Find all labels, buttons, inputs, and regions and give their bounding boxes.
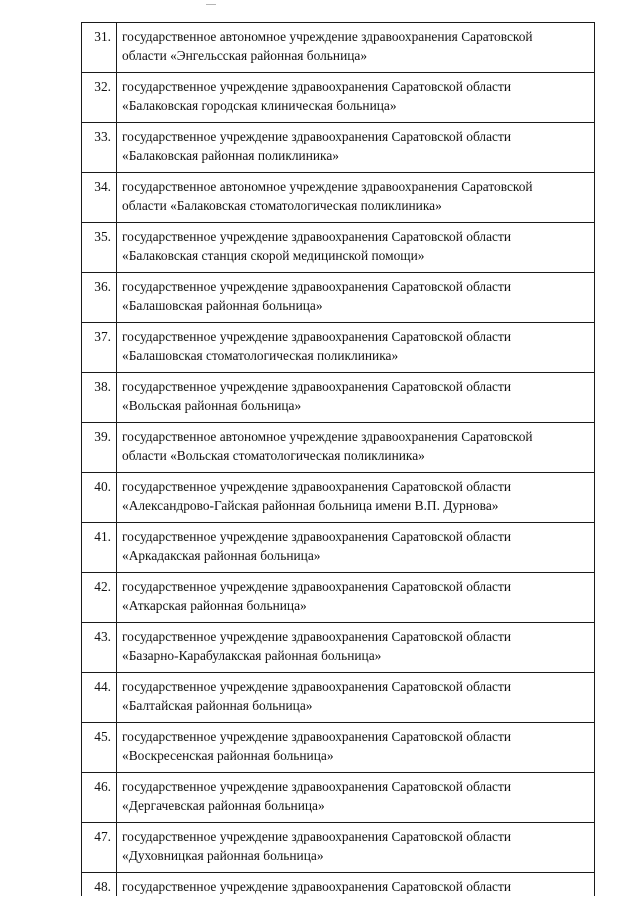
row-number-cell [82, 623, 117, 673]
row-number-cell [82, 823, 117, 873]
row-number-cell [82, 273, 117, 323]
table-row [82, 73, 595, 123]
row-number-cell [82, 123, 117, 173]
row-number-cell [82, 873, 117, 897]
institution-name-line: «Балтайская районная больница» [122, 698, 313, 713]
table-row [82, 323, 595, 373]
table-row [82, 573, 595, 623]
institution-name-line: «Вольская районная больница» [122, 398, 302, 413]
scan-artifact [206, 4, 216, 5]
institution-name-cell [117, 623, 595, 673]
row-number-cell [82, 423, 117, 473]
row-number-cell [82, 73, 117, 123]
institution-name-line: государственное автономное учреждение здравоохранения Саратовской [122, 429, 533, 444]
institution-name-cell [117, 773, 595, 823]
institution-name-line: государственное учреждение здравоохранения Саратовской области [122, 629, 512, 644]
institution-name-line: «Аткарская районная больница» [122, 598, 307, 613]
table-row [82, 273, 595, 323]
institution-name-line: государственное автономное учреждение здравоохранения Саратовской [122, 179, 533, 194]
row-number-cell [82, 323, 117, 373]
institution-name-cell [117, 823, 595, 873]
row-number: 36. [94, 279, 111, 294]
table-row [82, 823, 595, 873]
row-number: 35. [94, 229, 111, 244]
institution-name-line: «Балаковская городская клиническая больница» [122, 98, 397, 113]
table-row [82, 673, 595, 723]
institution-name-line: «Дергачевская районная больница» [122, 798, 325, 813]
row-number-cell [82, 673, 117, 723]
row-number-cell [82, 573, 117, 623]
institutions-table-body [82, 23, 595, 897]
row-number-cell [82, 223, 117, 273]
institution-name-cell [117, 173, 595, 223]
institution-name-cell [117, 223, 595, 273]
row-number: 46. [94, 779, 111, 794]
institution-name-line: «Духовницкая районная больница» [122, 848, 324, 863]
institution-name-line: «Александрово-Гайская районная больница имени В.П. Дурнова» [122, 498, 499, 513]
institution-name-line: государственное учреждение здравоохранения Саратовской области [122, 529, 512, 544]
institution-name-cell [117, 673, 595, 723]
institution-name-line: государственное учреждение здравоохранения Саратовской области [122, 79, 512, 94]
table-row [82, 373, 595, 423]
institutions-table [81, 22, 595, 896]
row-number: 33. [94, 129, 111, 144]
table-row [82, 873, 595, 897]
row-number: 32. [94, 79, 111, 94]
institution-name-line: государственное учреждение здравоохранения Саратовской области [122, 279, 512, 294]
institution-name-line: государственное учреждение здравоохранения Саратовской области [122, 479, 512, 494]
row-number-cell [82, 23, 117, 73]
institution-name-cell [117, 423, 595, 473]
row-number-cell [82, 773, 117, 823]
row-number: 37. [94, 329, 111, 344]
row-number: 44. [94, 679, 111, 694]
institution-name-cell [117, 323, 595, 373]
table-row [82, 123, 595, 173]
row-number-cell [82, 523, 117, 573]
institution-name-line: государственное учреждение здравоохранения Саратовской области [122, 829, 512, 844]
institution-name-line: области «Балаковская стоматологическая поликлиника» [122, 198, 442, 213]
institution-name-line: государственное учреждение здравоохранения Саратовской области [122, 229, 512, 244]
institution-name-line: «Базарно-Карабулакская районная больница» [122, 648, 382, 663]
table-row [82, 223, 595, 273]
institution-name-cell [117, 873, 595, 897]
row-number: 41. [94, 529, 111, 544]
table-row [82, 473, 595, 523]
row-number-cell [82, 723, 117, 773]
table-row [82, 423, 595, 473]
institution-name-line: «Балаковская станция скорой медицинской помощи» [122, 248, 425, 263]
table-row [82, 773, 595, 823]
institution-name-line: государственное учреждение здравоохранения Саратовской области [122, 779, 512, 794]
institution-name-cell [117, 123, 595, 173]
institution-name-line: государственное учреждение здравоохранения Саратовской области [122, 129, 512, 144]
institution-name-line: государственное учреждение здравоохранения Саратовской области [122, 379, 512, 394]
institution-name-line: «Балашовская районная больница» [122, 298, 323, 313]
table-row [82, 623, 595, 673]
institution-name-line: области «Энгельсская районная больница» [122, 48, 368, 63]
row-number: 39. [94, 429, 111, 444]
institution-name-line: государственное учреждение здравоохранения Саратовской области [122, 729, 512, 744]
institution-name-cell [117, 573, 595, 623]
institution-name-line: государственное учреждение здравоохранения Саратовской области [122, 679, 512, 694]
row-number-cell [82, 473, 117, 523]
institution-name-line: «Воскресенская районная больница» [122, 748, 334, 763]
institution-name-cell [117, 73, 595, 123]
table-row [82, 23, 595, 73]
row-number: 47. [94, 829, 111, 844]
row-number: 48. [94, 879, 111, 894]
institution-name-cell [117, 373, 595, 423]
row-number: 31. [94, 29, 111, 44]
row-number: 43. [94, 629, 111, 644]
row-number-cell [82, 373, 117, 423]
institution-name-cell [117, 523, 595, 573]
institution-name-cell [117, 473, 595, 523]
institution-name-line: государственное учреждение здравоохранения Саратовской области [122, 879, 512, 894]
table-row [82, 173, 595, 223]
row-number: 45. [94, 729, 111, 744]
institution-name-cell [117, 723, 595, 773]
row-number: 42. [94, 579, 111, 594]
institution-name-line: государственное учреждение здравоохранения Саратовской области [122, 329, 512, 344]
institution-name-line: «Балаковская районная поликлиника» [122, 148, 339, 163]
institution-name-line: «Аркадакская районная больница» [122, 548, 321, 563]
institution-name-cell [117, 23, 595, 73]
table-row [82, 523, 595, 573]
row-number-cell [82, 173, 117, 223]
institution-name-line: государственное учреждение здравоохранения Саратовской области [122, 579, 512, 594]
row-number: 38. [94, 379, 111, 394]
institution-name-cell [117, 273, 595, 323]
institution-name-line: «Балашовская стоматологическая поликлиника» [122, 348, 399, 363]
institution-name-line: области «Вольская стоматологическая поликлиника» [122, 448, 425, 463]
institution-name-line: государственное автономное учреждение здравоохранения Саратовской [122, 29, 533, 44]
row-number: 34. [94, 179, 111, 194]
row-number: 40. [94, 479, 111, 494]
table-row [82, 723, 595, 773]
